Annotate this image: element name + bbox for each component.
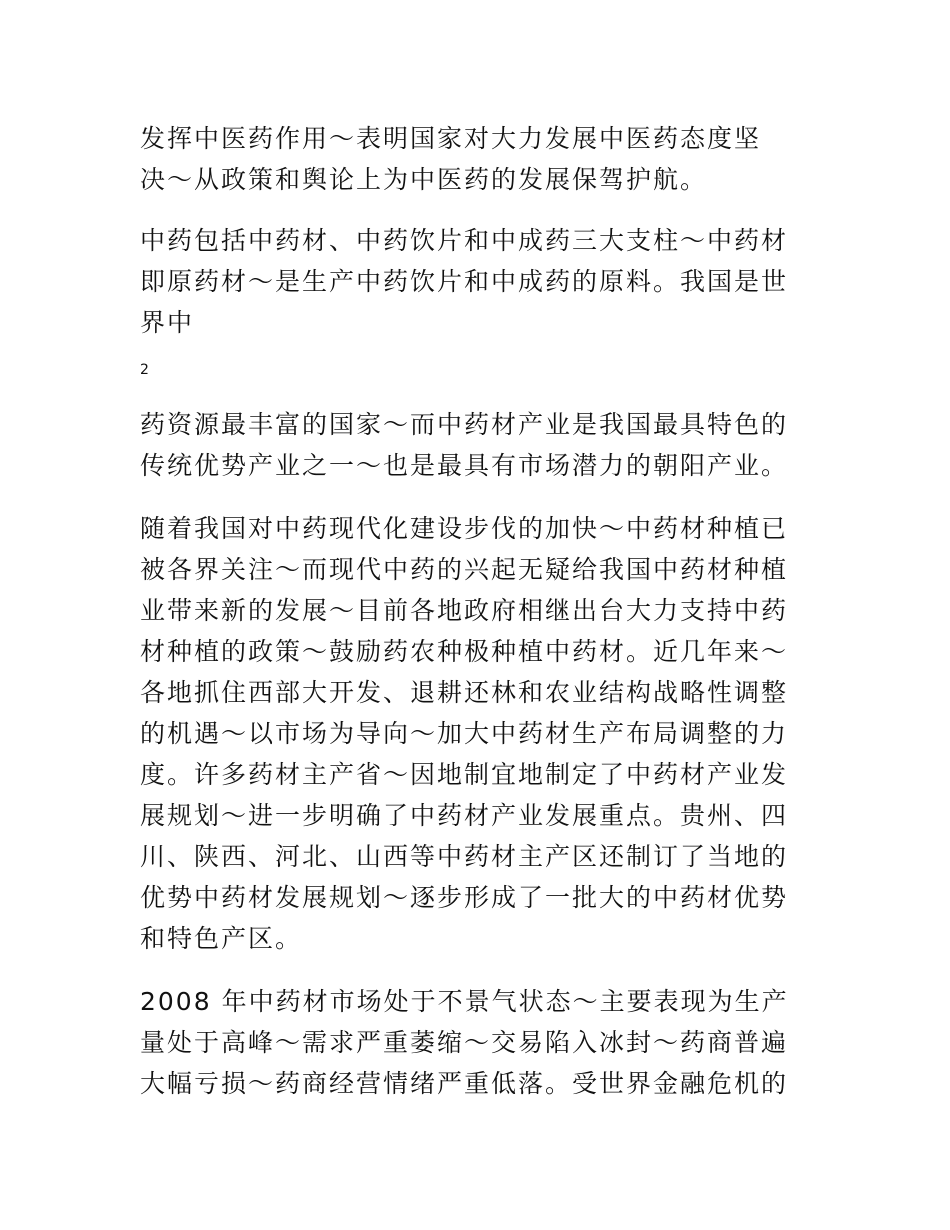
text-line: 药资源最丰富的国家～而中药材产业是我国最具特色的 [140,410,789,439]
text-line: 界中 [140,308,195,337]
text-line: 发挥中医药作用～表明国家对大力发展中医药态度坚 [140,124,762,153]
text-line: 决～从政策和舆论上为中医药的发展保驾护航。 [140,165,708,194]
paragraph-resource-country [140,404,812,486]
text-line: 各地抓住西部大开发、退耕还林和农业结构战略性调整 [140,678,789,707]
paragraph-policy-support [140,118,812,200]
text-line: 传统优势产业之一～也是最具有市场潜力的朝阳产业。 [140,451,789,480]
text-line: 川、陕西、河北、山西等中药材主产区还制订了当地的 [140,842,789,871]
text-line: 度。许多药材主产省～因地制宜地制定了中药材产业发 [140,760,789,789]
text-line: 量处于高峰～需求严重萎缩～交易陷入冰封～药商普遍 [140,1028,789,1057]
text-line: 即原药材～是生产中药饮片和中成药的原料。我国是世 [140,267,789,296]
text-line: 被各界关注～而现代中药的兴起无疑给我国中药材种植 [140,555,789,584]
text-line: 2008 年中药材市场处于不景气状态～主要表现为生产 [140,987,789,1016]
text-line: 中药包括中药材、中药饮片和中成药三大支柱～中药材 [140,226,789,255]
text-line: 的机遇～以市场为导向～加大中药材生产布局调整的力 [140,719,789,748]
page-number: 2 [140,362,149,378]
text-line: 和特色产区。 [140,924,303,953]
text-line: 业带来新的发展～目前各地政府相继出台大力支持中药 [140,596,789,625]
text-line: 材种植的政策～鼓励药农种极种植中药材。近几年来～ [140,637,789,666]
paragraph-cultivation-development [140,508,812,959]
text-line: 大幅亏损～药商经营情绪严重低落。受世界金融危机的 [140,1069,789,1098]
text-line: 随着我国对中药现代化建设步伐的加快～中药材种植已 [140,514,789,543]
text-line: 优势中药材发展规划～逐步形成了一批大的中药材优势 [140,883,789,912]
text-line: 展规划～进一步明确了中药材产业发展重点。贵州、四 [140,801,789,830]
paragraph-market-2008 [140,981,812,1104]
paragraph-three-pillars [140,220,812,343]
